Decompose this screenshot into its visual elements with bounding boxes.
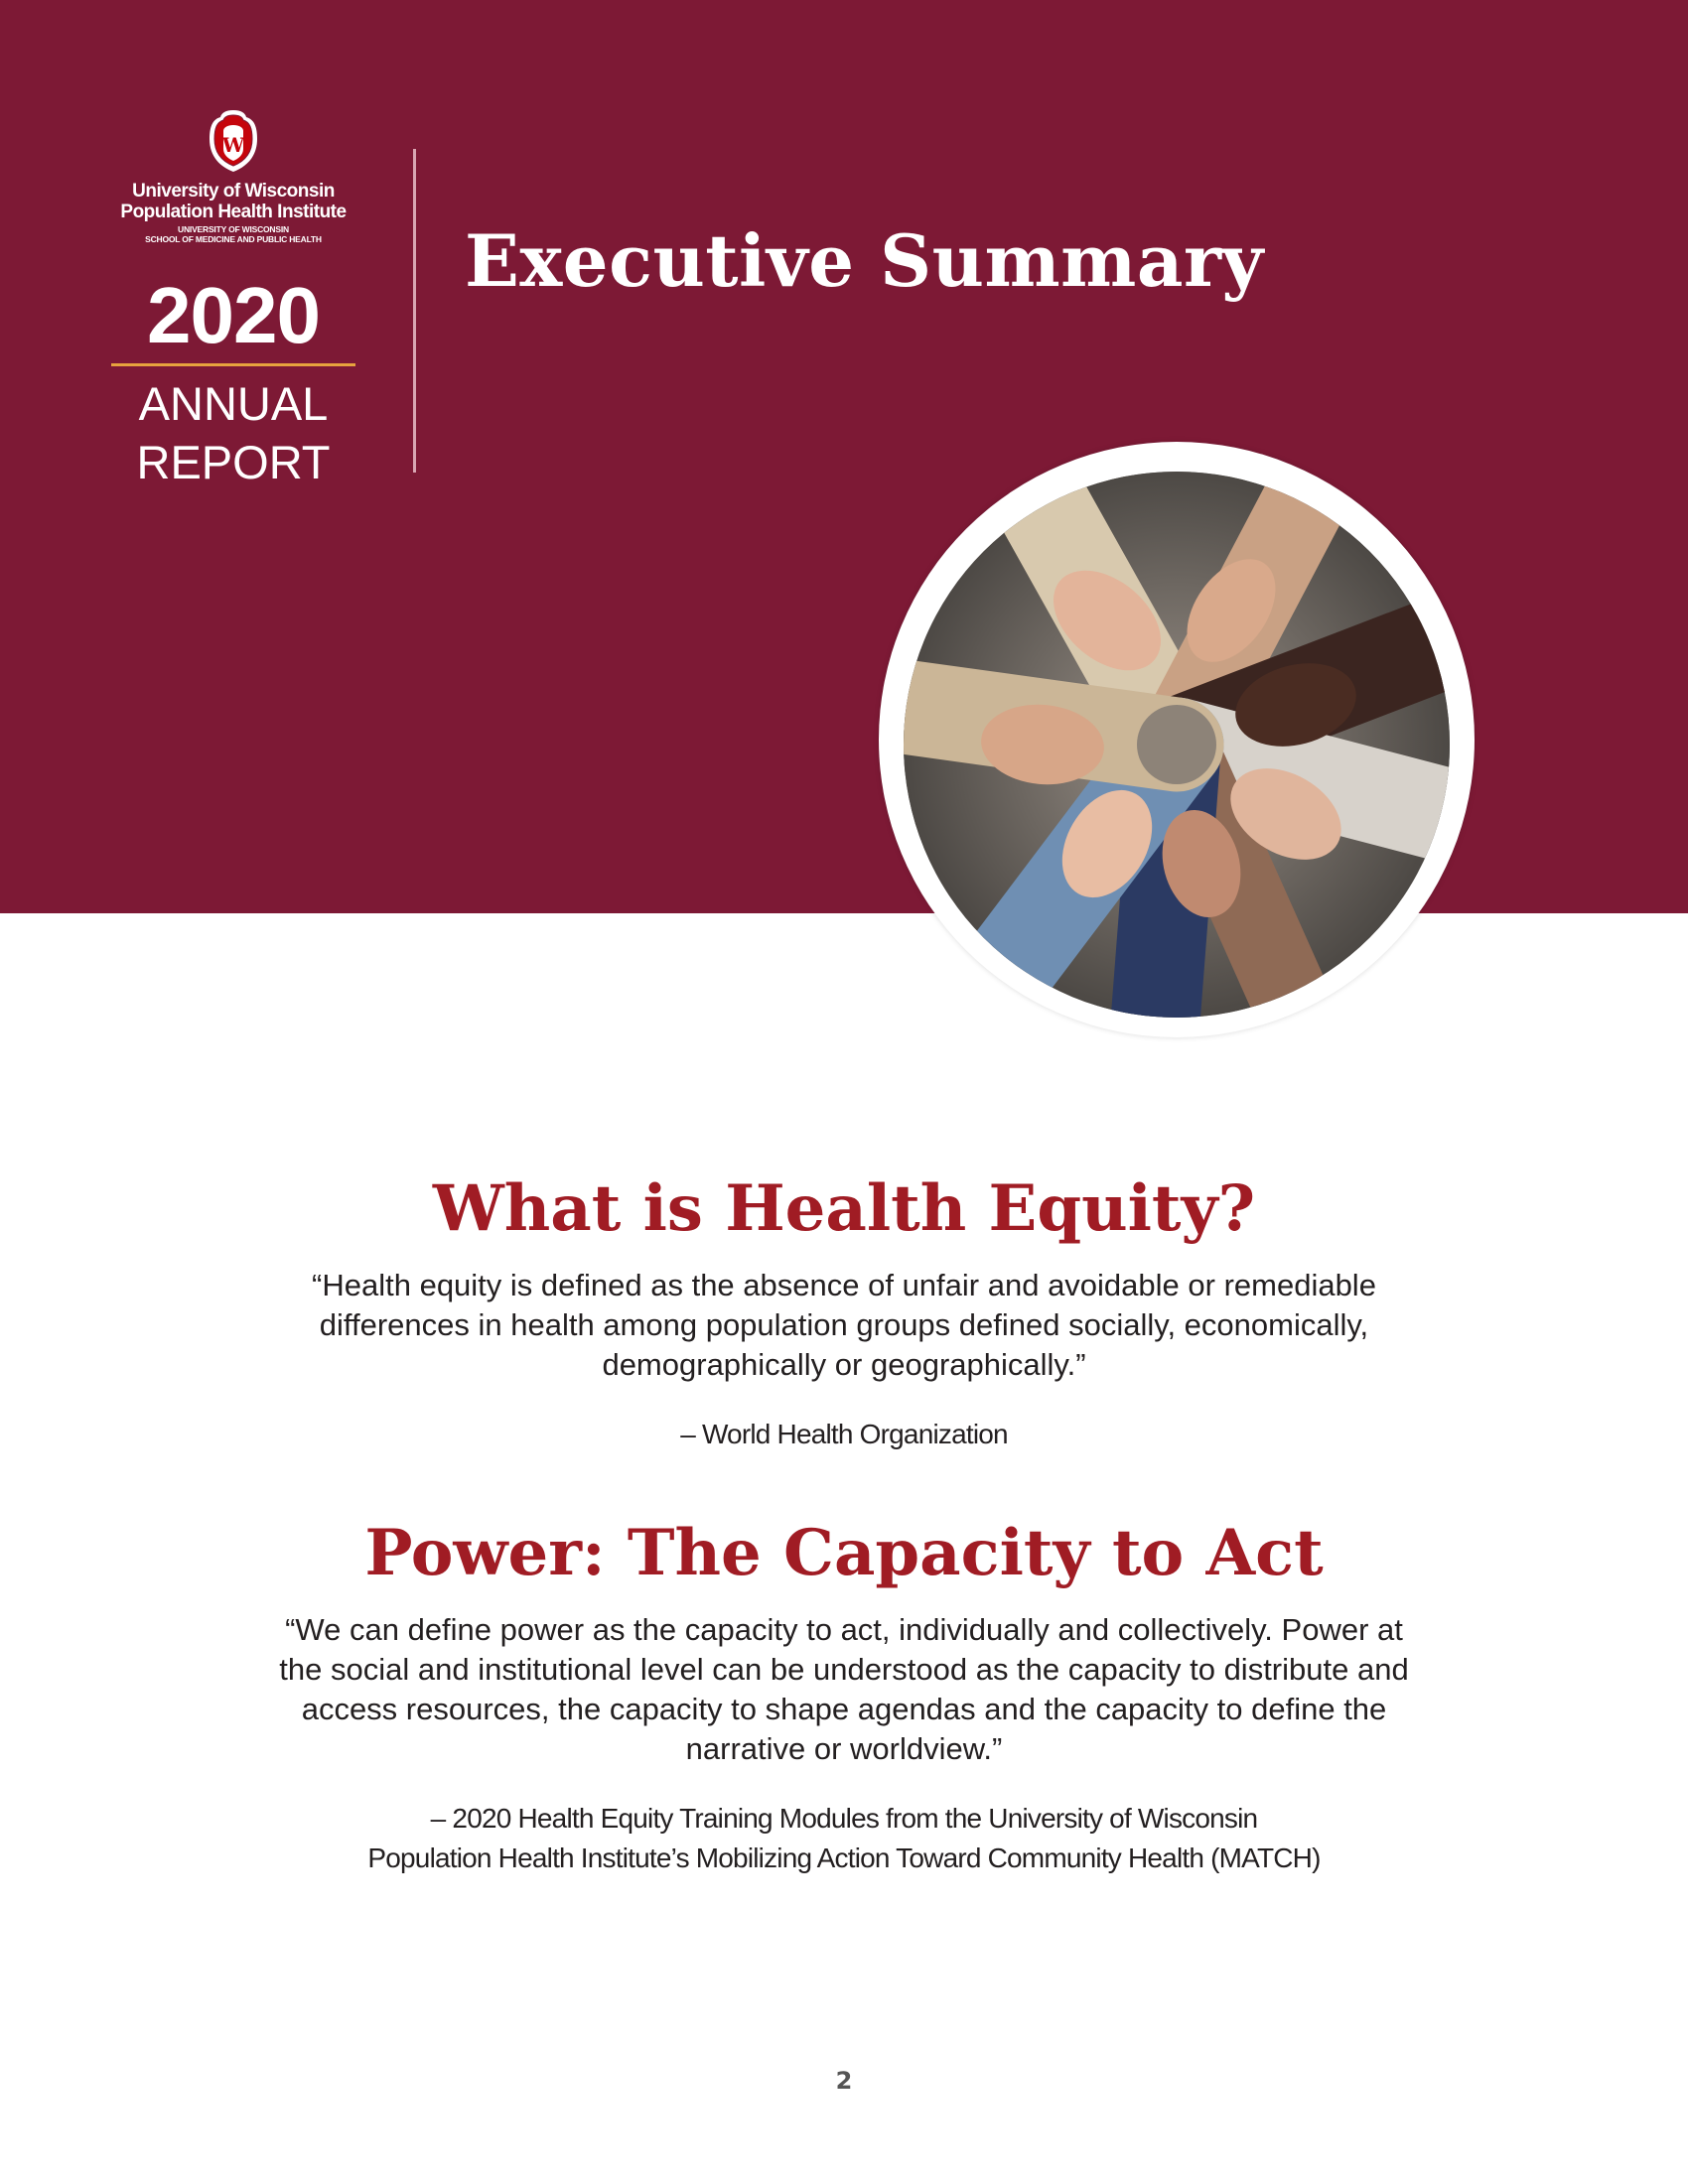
health-equity-attribution xyxy=(0,1415,1688,1454)
page-title: Executive Summary xyxy=(465,218,1264,303)
section-heading-health-equity: What is Health Equity? xyxy=(432,1171,1256,1246)
attribution-line: – 2020 Health Equity Training Modules from the University of Wisconsin xyxy=(430,1803,1258,1834)
page-number: 2 xyxy=(835,2067,853,2095)
power-quote xyxy=(0,1610,1688,1769)
quote-line: narrative or worldview.” xyxy=(685,1731,1003,1766)
power-attribution xyxy=(0,1799,1688,1878)
quote-line: “We can define power as the capacity to act, individually and collectively. Power at xyxy=(285,1612,1403,1647)
quote-line: differences in health among population groups defined socially, economically, xyxy=(319,1307,1369,1342)
quote-line: access resources, the capacity to shape agendas and the capacity to define the xyxy=(301,1692,1387,1726)
annual-label: ANNUAL xyxy=(138,377,329,430)
logo-block xyxy=(99,109,367,491)
org-sub-line1: UNIVERSITY OF WISCONSIN xyxy=(178,224,289,234)
hands-photo xyxy=(904,472,1450,1018)
gold-divider xyxy=(111,363,355,366)
section-heading-power: Power: The Capacity to Act xyxy=(364,1516,1324,1590)
org-name xyxy=(99,181,367,222)
attribution-line: Population Health Institute’s Mobilizing Action Toward Community Health (MATCH) xyxy=(367,1843,1321,1873)
health-equity-quote xyxy=(0,1266,1688,1385)
vertical-divider xyxy=(413,149,416,473)
quote-line: the social and institutional level can be understood as the capacity to distribute and xyxy=(279,1652,1409,1687)
quote-line: demographically or geographically.” xyxy=(602,1347,1086,1382)
svg-text:W: W xyxy=(221,133,245,157)
org-name-line2: Population Health Institute xyxy=(120,202,347,222)
quote-line: “Health equity is defined as the absence of unfair and avoidable or remediable xyxy=(312,1268,1376,1302)
org-name-line1: University of Wisconsin xyxy=(132,181,335,202)
report-label: REPORT xyxy=(136,436,331,488)
org-sub-line2: SCHOOL OF MEDICINE AND PUBLIC HEALTH xyxy=(145,234,322,244)
attribution-line: – World Health Organization xyxy=(680,1419,1008,1449)
hands-in-circle-photo-icon xyxy=(904,472,1450,1018)
org-subtitle xyxy=(99,224,367,244)
uw-crest-icon xyxy=(209,109,258,173)
report-year: 2020 xyxy=(147,271,320,359)
